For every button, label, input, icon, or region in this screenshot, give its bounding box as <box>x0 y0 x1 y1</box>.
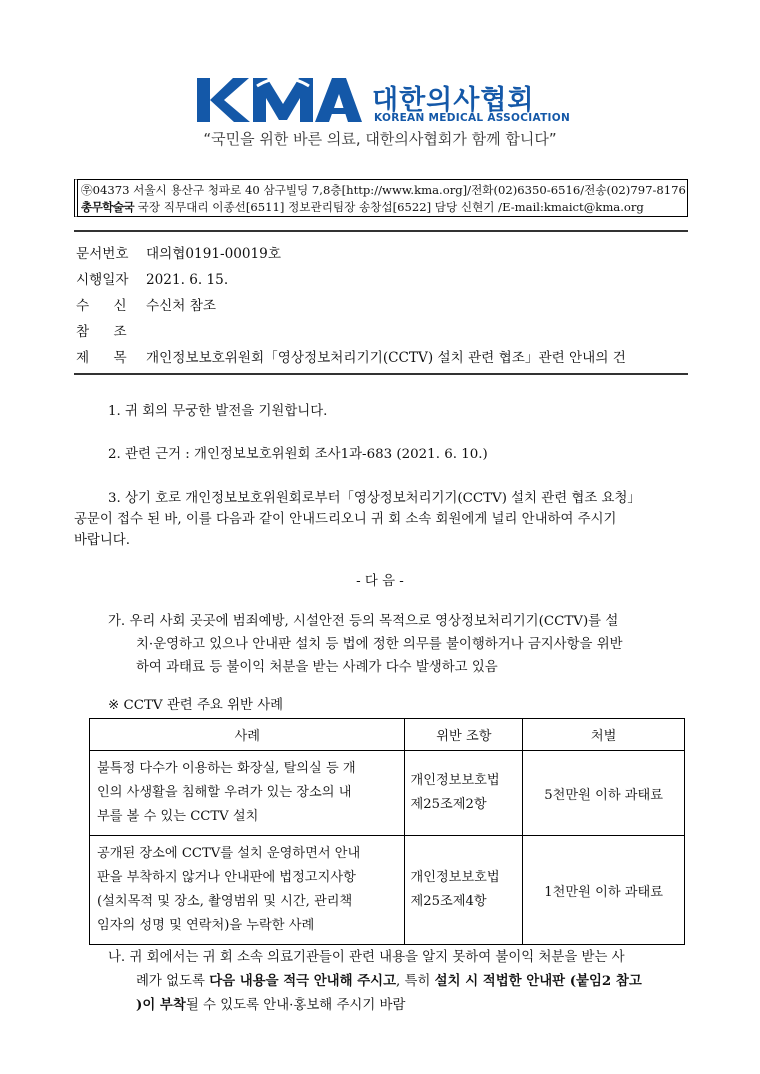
subject-row <box>76 346 626 366</box>
paragraph-3-line-1: 3. 상기 호로 개인정보보호위원회로부터「영상정보처리기기(CCTV) 설치 관련 협조 요청」 <box>108 491 641 506</box>
item-na-text: 될 수 있도록 안내·홍보해 주시기 바람 <box>185 998 406 1013</box>
item-ga-line-1: 가. 우리 사회 곳곳에 범죄예방, 시설안전 등의 목적으로 영상정보처리기기(CCTV)를 설 <box>108 614 619 629</box>
paragraph-3-line-3: 바랍니다. <box>74 533 130 548</box>
table-row <box>90 836 685 945</box>
item-na-emphasis: 설치 시 적법한 안내판 (붙임2 참고 <box>434 973 642 989</box>
divider-bottom <box>74 373 688 375</box>
slogan: “국민을 위한 바른 의료, 대한의사협회가 함께 합니다” <box>203 130 557 148</box>
date-row <box>76 268 228 288</box>
case-line: 판을 부착하지 않거나 안내판에 법정고지사항 <box>97 870 356 885</box>
item-ga-line-2: 치·운영하고 있으나 안내판 설치 등 법에 정한 의무를 불이행하거나 금지사항을 위반 <box>136 637 623 652</box>
date-label: 시행일자 <box>76 272 129 288</box>
reference-row <box>76 320 146 340</box>
table-header-penalty: 처벌 <box>523 719 685 751</box>
item-na-line-1: 나. 귀 회에서는 귀 회 소속 의료기관들이 관련 내용을 알지 못하여 불이익 처분을 받는 사 <box>108 950 625 965</box>
paragraph-1: 1. 귀 회의 무궁한 발전을 기원합니다. <box>108 404 328 419</box>
table-note: ※ CCTV 관련 주요 위반 사례 <box>108 698 284 713</box>
date-value: 2021. 6. 15. <box>146 272 229 288</box>
subject-value: 개인정보보호위원회「영상정보처리기기(CCTV) 설치 관련 협조」관련 안내의 건 <box>146 350 626 366</box>
case-cell <box>90 836 405 945</box>
contact-address: ㉾04373 서울시 용산구 청파로 40 삼구빌딩 7,8층[http://www.kma.org]/전화(02)6350-6516/전송(02)797-8176 <box>81 183 686 197</box>
doc-number-row <box>76 242 281 262</box>
kma-logo-icon <box>197 76 362 124</box>
case-line: 부를 볼 수 있는 CCTV 설치 <box>97 809 259 824</box>
article-line: 개인정보보호법 <box>410 870 500 885</box>
item-ga-line-3: 하여 과태료 등 불이익 처분을 받는 사례가 다수 발생하고 있음 <box>136 660 498 675</box>
org-name-korean: 대한의사협회 <box>372 85 535 116</box>
table-header-article: 위반 조항 <box>405 719 523 751</box>
case-cell <box>90 751 405 836</box>
article-line: 제25조제2항 <box>410 797 487 812</box>
table-header-row <box>90 719 685 751</box>
case-line: 임자의 성명 및 연락처)을 누락한 사례 <box>97 918 315 933</box>
contact-staff-text: 국장 직무대리 이종선[6511] 정보관리팀장 송창섭[6522] 담당 신현기 /E-mail:kmaict@kma.org <box>134 200 644 214</box>
case-line: 불특정 다수가 이용하는 화장실, 탈의실 등 개 <box>97 761 356 776</box>
item-na-emphasis: )이 부착 <box>136 997 186 1013</box>
penalty-cell: 5천만원 이하 과태료 <box>523 751 685 836</box>
contact-box <box>74 179 688 217</box>
item-na-emphasis: 다음 내용을 적극 안내해 주시고 <box>209 973 397 989</box>
divider-top <box>74 230 688 232</box>
recipient-value: 수신처 참조 <box>146 298 216 314</box>
penalty-cell: 1천만원 이하 과태료 <box>523 836 685 945</box>
item-na-line-3 <box>136 994 405 1013</box>
article-line: 제25조제4항 <box>410 894 487 909</box>
item-na-line-2 <box>136 970 642 989</box>
department-name: 총무학술국 <box>81 200 134 214</box>
violation-table <box>89 718 685 945</box>
header-logo <box>0 76 760 148</box>
recipient-row <box>76 294 216 314</box>
contact-staff <box>81 199 687 216</box>
paragraph-2: 2. 관련 근거 : 개인정보보호위원회 조사1과-683 (2021. 6. 10.) <box>108 447 488 462</box>
article-cell <box>405 836 523 945</box>
case-line: 공개된 장소에 CCTV를 설치 운영하면서 안내 <box>97 846 361 861</box>
table-row <box>90 751 685 836</box>
table-header-case: 사례 <box>90 719 405 751</box>
doc-number-label: 문서번호 <box>76 246 129 262</box>
article-cell <box>405 751 523 836</box>
article-line: 개인정보보호법 <box>410 773 500 788</box>
org-name-english: KOREAN MEDICAL ASSOCIATION <box>374 112 571 124</box>
recipient-label: 수 신 <box>76 298 127 314</box>
doc-number: 대의협0191-00019호 <box>146 246 281 262</box>
paragraph-3-line-2: 공문이 접수 된 바, 이를 다음과 같이 안내드리오니 귀 회 소속 회원에게 널리 안내하여 주시기 <box>74 512 617 527</box>
subject-label: 제 목 <box>76 350 127 366</box>
section-heading: - 다 음 - <box>356 574 404 589</box>
item-na-text: 례가 없도록 <box>136 974 210 989</box>
case-line: 인의 사생활을 침해할 우려가 있는 장소의 내 <box>97 785 352 800</box>
item-na-text: , 특히 <box>396 974 435 989</box>
reference-label: 참 조 <box>76 324 127 340</box>
case-line: (설치목적 및 장소, 촬영범위 및 시간, 관리책 <box>97 894 353 909</box>
